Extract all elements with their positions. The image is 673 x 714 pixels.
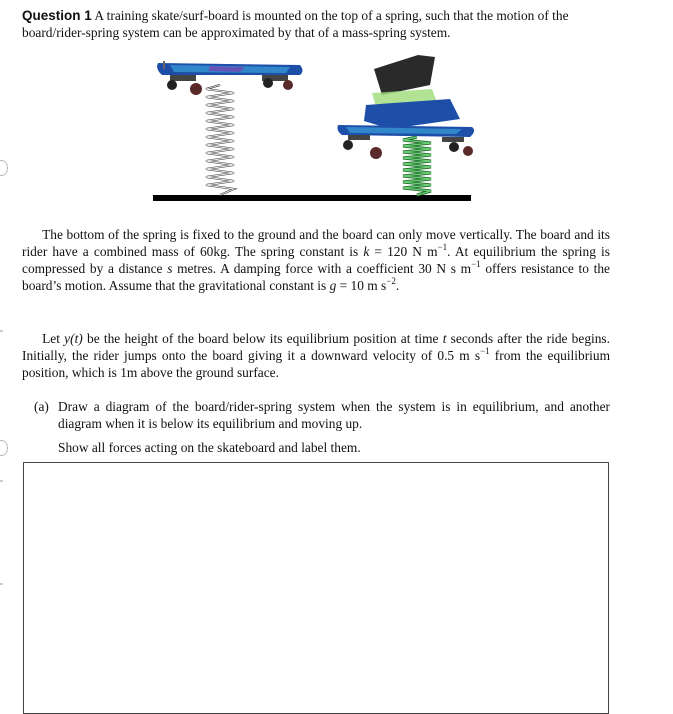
part-a-instruction: Show all forces acting on the skateboard and label them.: [58, 440, 361, 455]
part-a-label: (a): [34, 399, 49, 414]
paragraph-setup: The bottom of the spring is fixed to the ground and the board can only move vertically. The board and its rider have a combined mass of 60kg. The spring constant is k = 120 N $m^{-1}$. At equilibrium the spring is compressed by a distance s metres. A damping force with a coefficient 30 N s $m^{-1}$ offers resistance to the board’s motion. Assume that the gravitational constant is g = 10 m $s^{-2}$.: [22, 227, 610, 293]
white-spring: [206, 85, 234, 195]
answer-box[interactable]: [23, 462, 609, 714]
margin-tick: [0, 583, 3, 585]
question-label: Question 1: [22, 8, 92, 23]
part-a: [34, 398, 610, 456]
skateboard-spring-figure: [150, 55, 485, 207]
question-intro: A training skate/surf-board is mounted on the top of a spring, such that the motion of the board/rider-spring system can be approximated by that of a mass-spring system.: [22, 8, 569, 40]
margin-mark: [0, 440, 8, 456]
margin-tick: [0, 480, 3, 482]
part-a-text: Draw a diagram of the board/rider-spring system when the system is in equilibrium, and another diagram when it is below its equilibrium and moving up.: [58, 399, 610, 431]
left-skateboard: [157, 61, 302, 95]
right-skateboard: [338, 125, 475, 159]
margin-mark: [0, 160, 8, 176]
rider-shoe: [364, 55, 460, 129]
paragraph-initial-conditions: Let y(t) be the height of the board below its equilibrium position at time t seconds after the ride begins. Initially, the rider jumps onto the board giving it a downward velocity of 0.5 m $s^{-1}$ from the equilibrium position, which is 1m above the ground surface.: [22, 331, 610, 380]
ground-bar: [153, 195, 471, 201]
question-header: [22, 7, 622, 41]
margin-tick: [0, 330, 3, 332]
green-spring: [403, 137, 431, 195]
